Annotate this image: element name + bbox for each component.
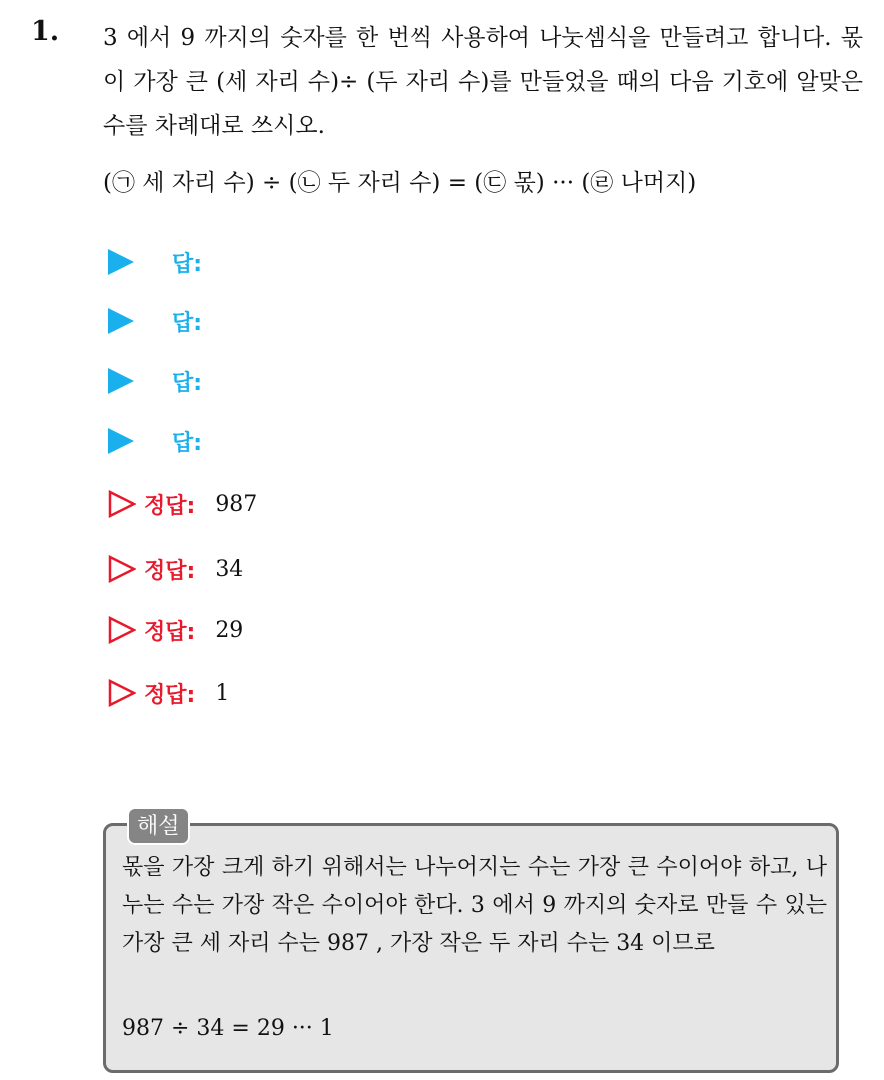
explanation-tag: 해설 (127, 807, 190, 845)
question-number: 1. (31, 16, 60, 47)
outline-triangle-icon (108, 490, 136, 518)
filled-triangle-icon (108, 368, 134, 394)
answer-row (108, 301, 202, 341)
filled-triangle-icon (108, 249, 134, 275)
outline-triangle-icon (108, 679, 136, 707)
correct-answer-row (108, 484, 257, 524)
correct-answer-row (108, 610, 243, 650)
correct-answer-label: 정답: (144, 493, 196, 519)
answer-row (108, 421, 202, 461)
filled-triangle-icon (108, 428, 134, 454)
question-text: 3 에서 9 까지의 숫자를 한 번씩 사용하여 나눗셈식을 만들려고 합니다. 몫이 가장 큰 (세 자리 수)÷ (두 자리 수)를 만들었을 때의 다음 기호에 알맞은 수를 차례대로 쓰시오. (103, 25, 863, 139)
correct-answer-label: 정답: (144, 682, 196, 708)
answer-label: 답: (172, 430, 203, 456)
correct-answer-value: 1 (215, 680, 230, 706)
explanation-text: 몫을 가장 크게 하기 위해서는 나누어지는 수는 가장 큰 수이어야 하고, 나누는 수는 가장 작은 수이어야 한다. 3 에서 9 까지의 숫자로 만들 수 있는 가장 큰 세 자리 수는 987 , 가장 작은 두 자리 수는 34 이므로 (122, 855, 827, 956)
outline-triangle-icon (108, 555, 136, 583)
answer-label: 답: (172, 370, 203, 396)
correct-answer-row (108, 549, 243, 589)
filled-triangle-icon (108, 308, 134, 334)
correct-answer-label: 정답: (144, 558, 196, 584)
correct-answer-value: 987 (215, 491, 258, 517)
question-expression: (㉠ 세 자리 수) ÷ (㉡ 두 자리 수) = (㉢ 몫) ··· (㉣ 나머지) (103, 170, 697, 196)
correct-answer-row (108, 673, 229, 713)
answer-row (108, 242, 202, 282)
outline-triangle-icon (108, 616, 136, 644)
correct-answer-label: 정답: (144, 619, 196, 645)
answer-label: 답: (172, 310, 203, 336)
correct-answer-value: 34 (215, 556, 244, 582)
correct-answer-value: 29 (215, 617, 244, 643)
answer-row (108, 361, 202, 401)
answer-label: 답: (172, 251, 203, 277)
explanation-formula: 987 ÷ 34 = 29 ··· 1 (122, 1016, 334, 1041)
